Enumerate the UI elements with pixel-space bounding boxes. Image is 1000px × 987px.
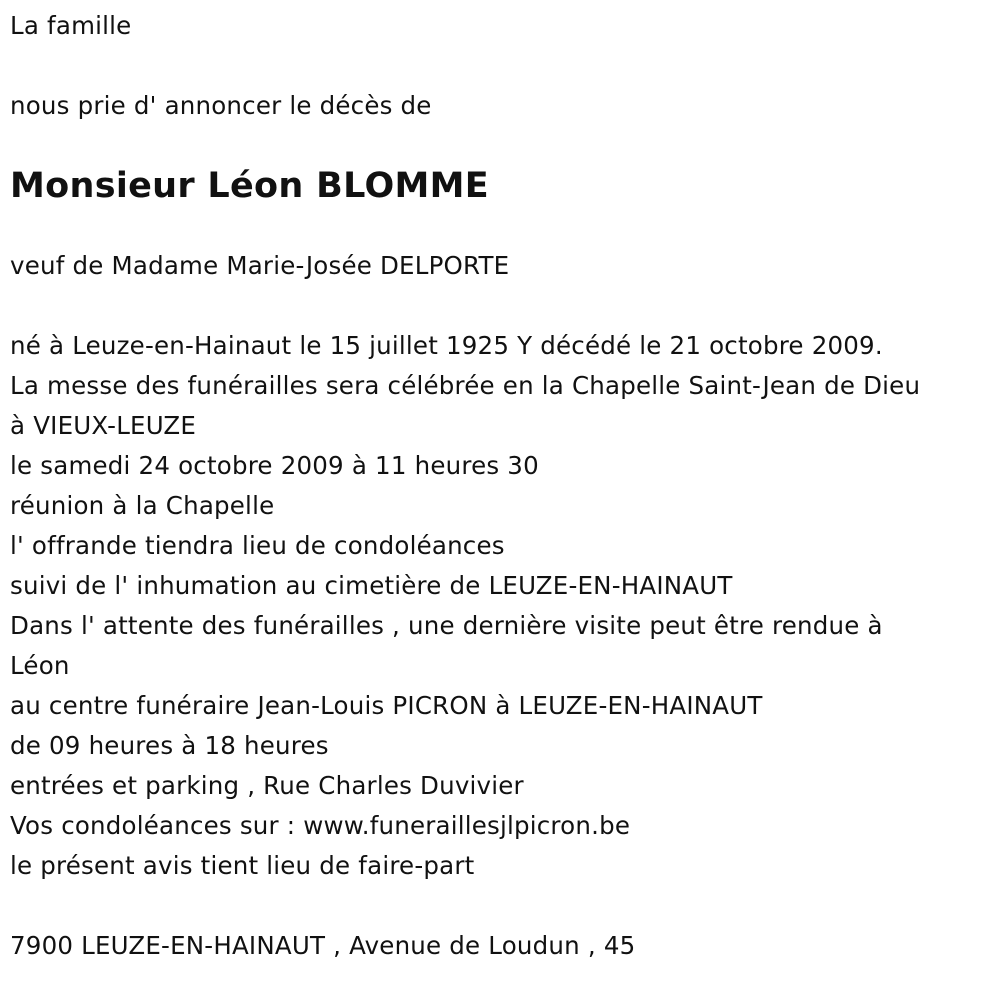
birth-death-line: né à Leuze-en-Hainaut le 15 juillet 1925 Y décédé le 21 octobre 2009. [10, 331, 883, 360]
spacer [10, 886, 990, 926]
hours-line: de 09 heures à 18 heures [10, 731, 329, 760]
spacer [10, 286, 990, 326]
spouse-line: veuf de Madame Marie-Josée DELPORTE [10, 251, 510, 280]
date-line: le samedi 24 octobre 2009 à 11 heures 30 [10, 451, 539, 480]
death-notice [10, 6, 990, 966]
spacer [10, 46, 990, 86]
place-line: à VIEUX-LEUZE [10, 411, 197, 440]
burial-line: suivi de l' inhumation au cimetière de LEUZE-EN-HAINAUT [10, 571, 733, 600]
spacer [10, 126, 990, 166]
funeral-center-line: au centre funéraire Jean-Louis PICRON à LEUZE-EN-HAINAUT [10, 691, 763, 720]
condolences-line: Vos condoléances sur : www.funeraillesjlpicron.be [10, 811, 631, 840]
address-line: 7900 LEUZE-EN-HAINAUT , Avenue de Loudun , 45 [10, 931, 636, 960]
announce-line: nous prie d' annoncer le décès de [10, 91, 432, 120]
visit-name-line: Léon [10, 651, 70, 680]
meeting-line: réunion à la Chapelle [10, 491, 275, 520]
spacer [10, 206, 990, 246]
mass-line: La messe des funérailles sera célébrée en la Chapelle Saint-Jean de Dieu [10, 371, 921, 400]
offering-line: l' offrande tiendra lieu de condoléances [10, 531, 505, 560]
family-line: La famille [10, 11, 132, 40]
deceased-name: Monsieur Léon BLOMME [10, 166, 489, 206]
parking-line: entrées et parking , Rue Charles Duvivier [10, 771, 524, 800]
faire-part-line: le présent avis tient lieu de faire-part [10, 851, 475, 880]
visit-line: Dans l' attente des funérailles , une dernière visite peut être rendue à [10, 611, 883, 640]
